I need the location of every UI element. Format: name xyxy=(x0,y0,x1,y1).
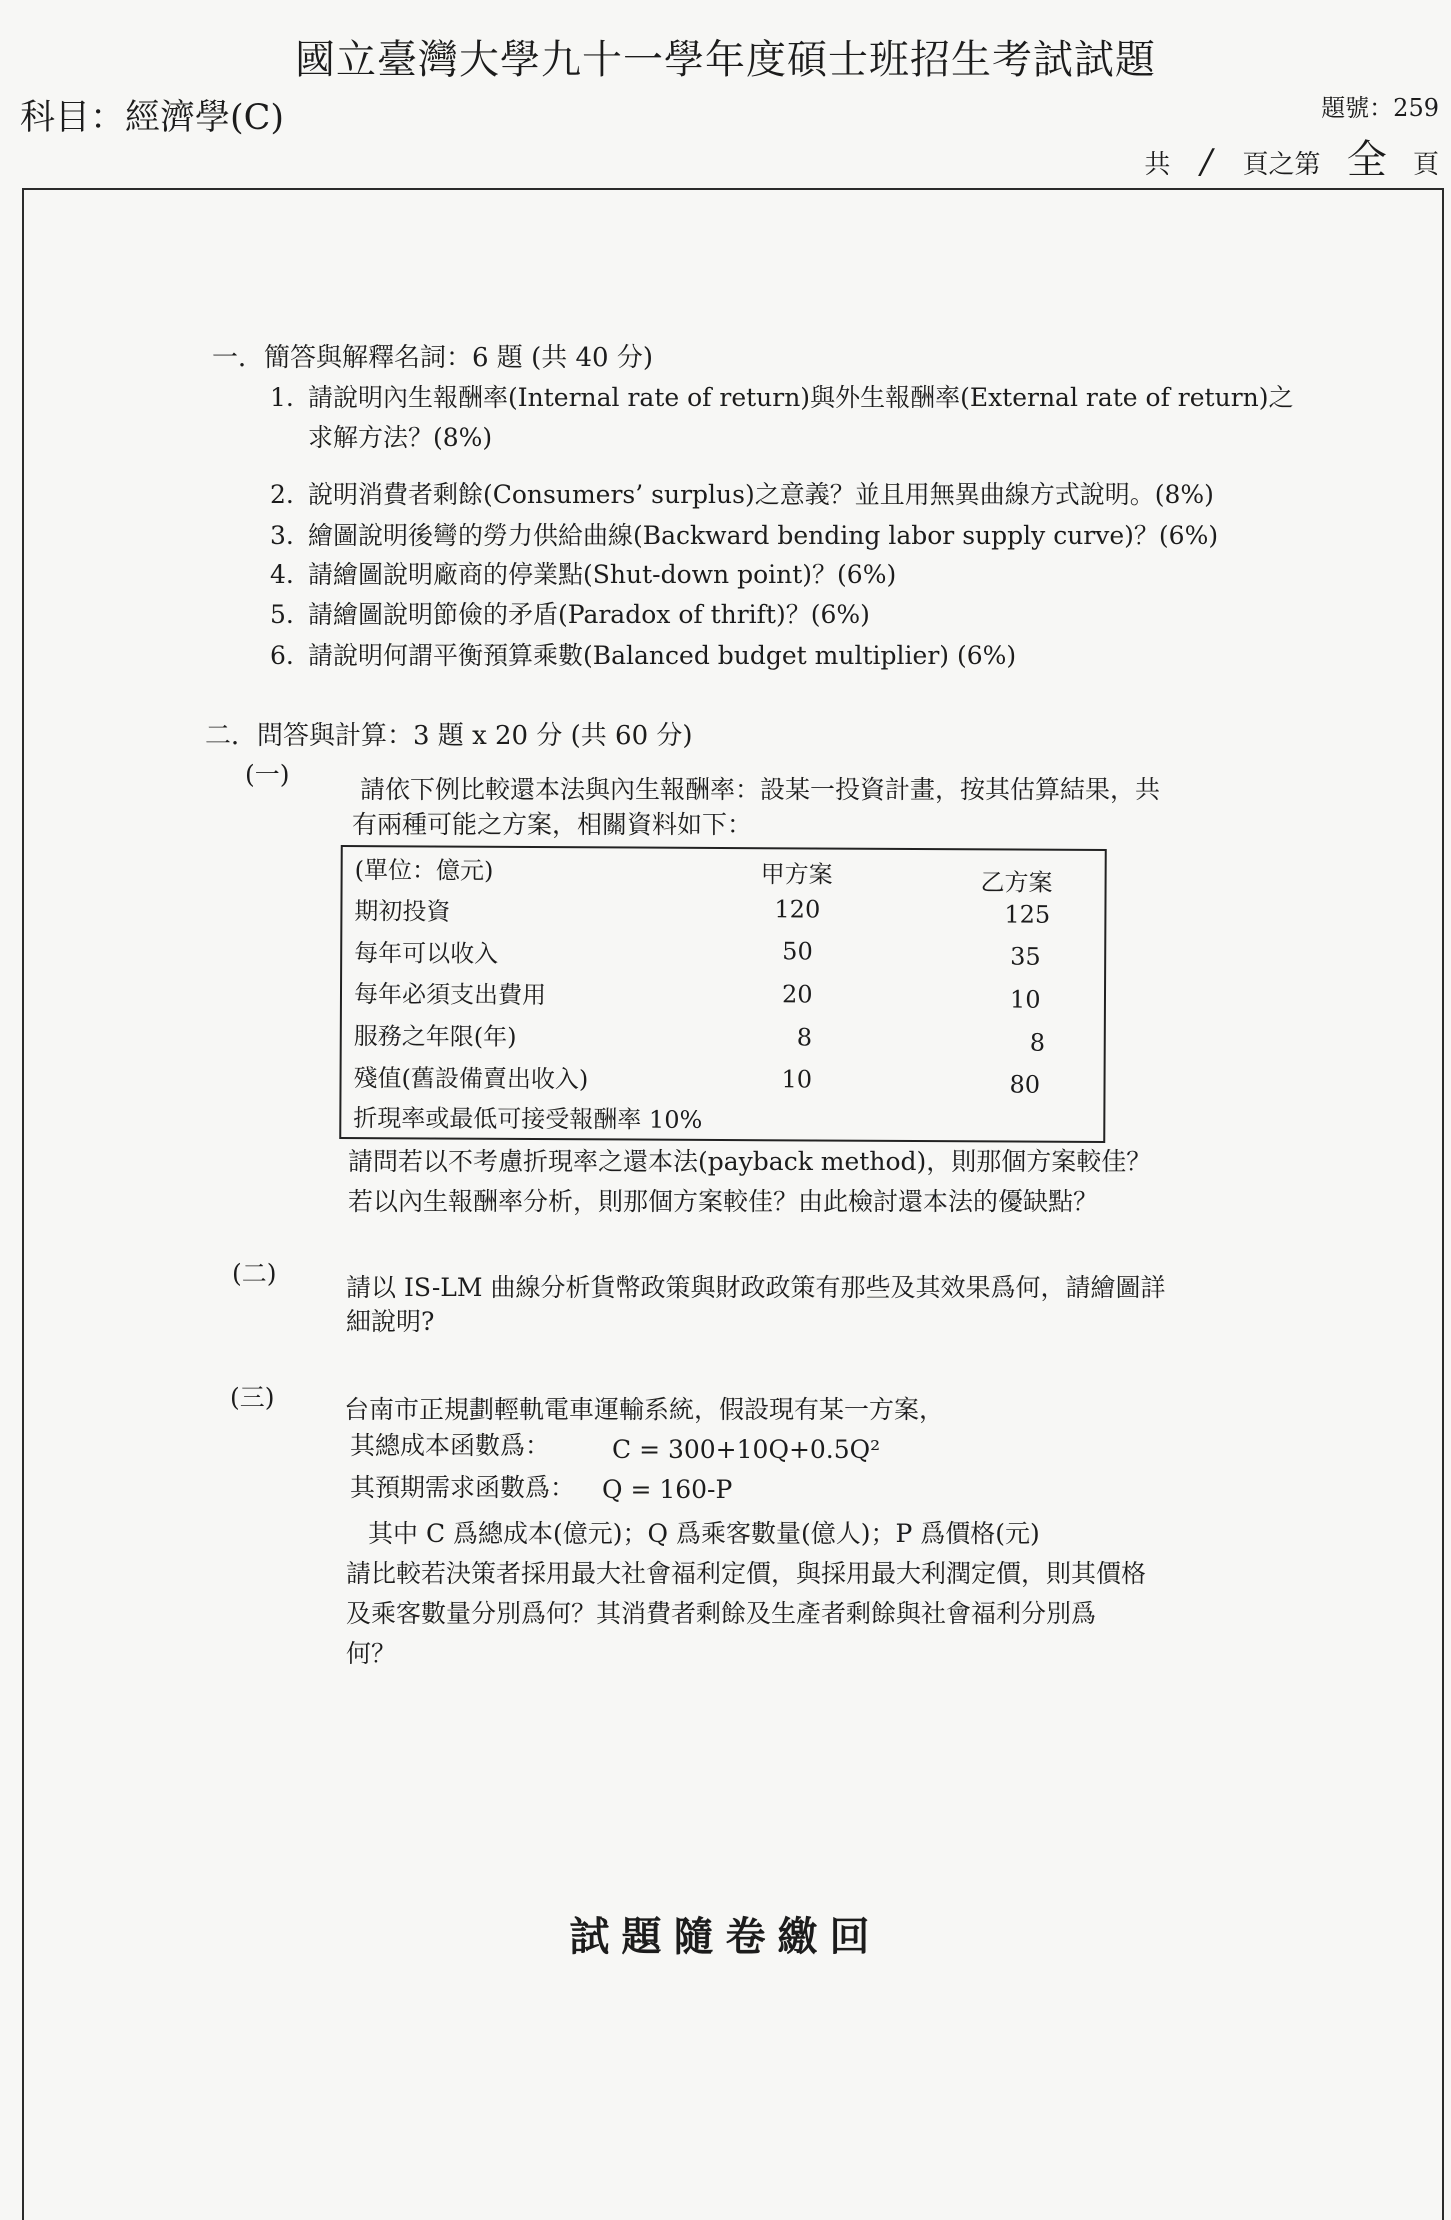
exam-title: 國立臺灣大學九十一學年度碩士班招生考試試題 xyxy=(295,37,1156,83)
table-footer-note: 折現率或最低可接受報酬率 10% xyxy=(353,1104,703,1134)
s1-item-3-line1: 繪圖說明後彎的勞力供給曲線(Backward bending labor supply curve)？(6%) xyxy=(308,521,1219,550)
table-cell: 80 xyxy=(1009,1070,1041,1099)
q1-label: (一) xyxy=(245,760,290,789)
q1-line2: 有兩種可能之方案，相關資料如下： xyxy=(352,810,753,839)
table-cell: 50 xyxy=(782,937,813,966)
table-cell: 120 xyxy=(774,895,821,924)
question-code: 題號：259 xyxy=(1321,94,1439,122)
s1-item-5-num: 5. xyxy=(270,600,294,629)
s1-item-4-num: 4. xyxy=(270,560,294,589)
pages-prefix: 共 xyxy=(1144,150,1171,180)
q3-demand-label: 其預期需求函數爲： xyxy=(350,1473,576,1502)
q3-cost-equation: C = 300+10Q+0.5Q² xyxy=(612,1435,881,1464)
q3-demand-equation: Q = 160-P xyxy=(602,1475,733,1504)
table-cell: 10 xyxy=(1009,985,1041,1014)
pages-suffix: 頁 xyxy=(1412,150,1439,180)
q2-line1: 請以 IS-LM 曲線分析貨幣政策與財政政策有那些及其效果爲何，請繪圖詳 xyxy=(346,1273,1166,1302)
s1-item-2-num: 2. xyxy=(270,480,294,509)
s1-item-1-line2: 求解方法？(8%) xyxy=(308,423,493,452)
pages-total: / xyxy=(1200,142,1213,182)
q3-line5: 請比較若決策者採用最大社會福利定價，與採用最大利潤定價，則其價格 xyxy=(346,1559,1147,1588)
q3-cost-label: 其總成本函數爲： xyxy=(350,1431,551,1460)
table-row-label: 服務之年限(年) xyxy=(353,1022,517,1051)
s1-item-1-num: 1. xyxy=(270,383,294,412)
q2-line2: 細說明? xyxy=(346,1307,435,1336)
table-cell: 125 xyxy=(1004,900,1051,929)
s1-item-2-line1: 說明消費者剩餘(Consumers’ surplus)之意義？並且用無異曲線方式說明。(8%) xyxy=(308,480,1214,509)
table-unit-header: (單位：億元) xyxy=(354,856,494,885)
table-cell: 35 xyxy=(1010,942,1041,971)
table-row-label: 期初投資 xyxy=(354,897,451,926)
subject-label: 科目：經濟學(C) xyxy=(20,98,285,138)
table-row-label: 每年必須支出費用 xyxy=(353,980,547,1010)
q1-line1: 請依下例比較還本法與內生報酬率：設某一投資計畫，按其估算結果，共 xyxy=(360,775,1161,804)
section-2-heading: 二．問答與計算：3 題 x 20 分 (共 60 分) xyxy=(205,721,693,751)
table-cell: 8 xyxy=(1029,1028,1046,1057)
q2-label: (二) xyxy=(232,1259,277,1288)
q3-line6: 及乘客數量分別爲何？其消費者剩餘及生產者剩餘與社會福利分別爲 xyxy=(346,1599,1097,1628)
table-col-b-header: 乙方案 xyxy=(980,868,1053,897)
s1-item-5-line1: 請繪圖說明節儉的矛盾(Paradox of thrift)？(6%) xyxy=(308,600,870,629)
table-cell: 10 xyxy=(781,1065,813,1094)
q3-line1: 台南市正規劃輕軌電車運輸系統，假設現有某一方案， xyxy=(344,1395,945,1424)
s1-item-6-num: 6. xyxy=(270,641,294,670)
table-row-label: 每年可以收入 xyxy=(354,939,499,968)
q1-after-line2: 若以內生報酬率分析，則那個方案較佳？由此檢討還本法的優缺點？ xyxy=(348,1187,1099,1216)
q3-line7: 何？ xyxy=(346,1639,397,1668)
s1-item-1-line1: 請說明內生報酬率(Internal rate of return)與外生報酬率(External rate of return)之 xyxy=(308,383,1294,412)
table-row-label: 殘值(舊設備賣出收入) xyxy=(353,1064,589,1094)
s1-item-4-line1: 請繪圖說明廠商的停業點(Shut-down point)？(6%) xyxy=(308,560,897,589)
q3-label: (三) xyxy=(230,1383,275,1412)
q3-variable-note: 其中 C 爲總成本(億元)；Q 爲乘客數量(億人)；P 爲價格(元) xyxy=(368,1519,1040,1548)
table-col-a-header: 甲方案 xyxy=(760,860,833,889)
s1-item-3-num: 3. xyxy=(270,521,294,550)
page-indicator xyxy=(1144,128,1439,185)
pages-mid: 頁之第 xyxy=(1242,150,1321,180)
s1-item-6-line1: 請說明何謂平衡預算乘數(Balanced budget multiplier) (6%) xyxy=(308,641,1017,670)
table-cell: 8 xyxy=(796,1023,813,1052)
investment-table xyxy=(339,845,1107,1143)
section-1-heading: 一．簡答與解釋名詞：6 題 (共 40 分) xyxy=(212,343,653,373)
return-paper-stamp: 試題隨卷繳回 xyxy=(569,1913,882,1960)
table-cell: 20 xyxy=(781,980,813,1009)
q1-after-line1: 請問若以不考慮折現率之還本法(payback method)，則那個方案較佳？ xyxy=(348,1147,1152,1176)
pages-current: 全 xyxy=(1346,137,1387,183)
